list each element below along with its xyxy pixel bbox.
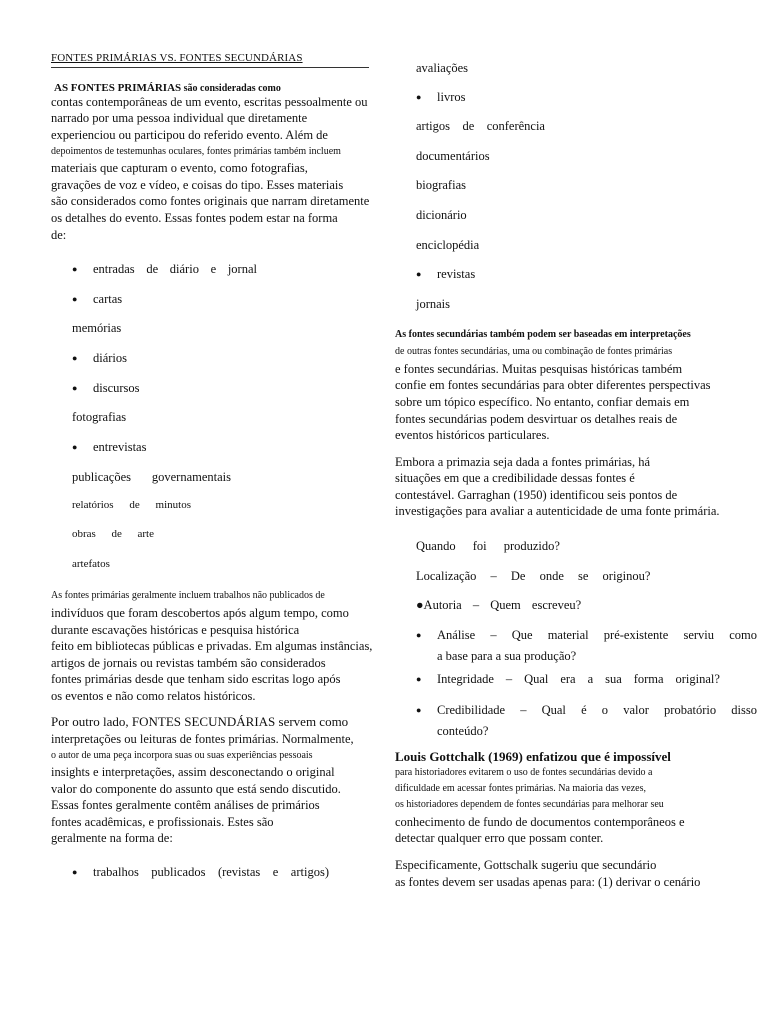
list-item: avaliações (416, 61, 469, 75)
q-word: é (581, 703, 587, 717)
q-word: ● Credibilidade (437, 703, 506, 717)
list-item (72, 471, 231, 484)
list-item: fotografias (72, 410, 127, 424)
para1-line: fontes secundárias podem desvirtuar os detalhes reais de (395, 412, 678, 426)
q-word: ● Análise (437, 628, 476, 642)
list-item: ● diários (93, 352, 127, 365)
para3-line: para historiadores evitarem o uso de fontes secundárias devido a (395, 767, 653, 778)
list-word: conferência (486, 119, 545, 133)
para3-line: interpretações ou leituras de fontes primárias. Normalmente, (51, 732, 354, 746)
para1-line: contas contemporâneas de um evento, escritas pessoalmente ou (51, 95, 368, 109)
list-word: e (210, 262, 217, 276)
q-word: ● Integridade (437, 672, 494, 686)
intro-line (54, 79, 281, 95)
para2-line: feito em bibliotecas públicas e privadas. Em algumas instâncias, (51, 639, 373, 653)
list-word: e (272, 865, 279, 879)
para1-line: são considerados como fontes originais que narram diretamente (51, 194, 370, 208)
list-item (72, 500, 191, 511)
para1-line: confie em fontes secundárias para obter diferentes perspectivas (395, 378, 711, 392)
question-credibility-cont: conteúdo? (437, 724, 489, 738)
question-credibility (437, 704, 757, 717)
para3-line: os historiadores dependem de fontes secundárias para melhorar seu (395, 799, 664, 810)
list-word: minutos (155, 499, 191, 511)
para1-line: gravações de voz e vídeo, e coisas do tipo. Esses materiais (51, 178, 344, 192)
title-divider (51, 67, 369, 68)
list-item: dicionário (416, 208, 467, 222)
list-item (416, 120, 545, 133)
intro-bold: AS FONTES PRIMÁRIAS (54, 82, 182, 94)
para1-line: de outras fontes secundárias, uma ou combinação de fontes primárias (395, 346, 673, 357)
para2-line: contestável. Garraghan (1950) identificou seis pontos de (395, 488, 678, 502)
question-location: Localização – De onde se originou? (416, 569, 651, 583)
list-word: publicados (151, 865, 206, 879)
para1-line: materiais que capturam o evento, como fotografias, (51, 161, 308, 175)
para2-line: fontes primárias desde que tenham sido escritas logo após (51, 672, 341, 686)
q-word: a (587, 672, 594, 686)
list-word: ● entradas (93, 262, 135, 276)
para3-line: Por outro lado, FONTES SECUNDÁRIAS servem como (51, 714, 349, 729)
list-word: artigos) (290, 865, 329, 879)
para1-line: narrado por uma pessoa individual que diretamente (51, 111, 308, 125)
para2-line: indivíduos que foram descobertos após algum tempo, como (51, 606, 349, 620)
document-title: FONTES PRIMÁRIAS VS. FONTES SECUNDÁRIAS (51, 52, 303, 64)
para3-line: geralmente na forma de: (51, 831, 173, 845)
list-word: relatórios (72, 499, 114, 511)
list-word: artigos (416, 119, 451, 133)
list-item (72, 529, 154, 540)
para1-line: e fontes secundárias. Muitas pesquisas históricas também (395, 362, 683, 376)
list-word: arte (137, 528, 154, 540)
para2-line: artigos de jornais ou revistas também são considerados (51, 656, 326, 670)
question-analysis (437, 629, 757, 642)
para4-line: as fontes devem ser usadas apenas para: (1) derivar o cenário (395, 875, 701, 889)
list-item: biografias (416, 178, 466, 192)
question-when: Quando foi produzido? (416, 539, 560, 553)
q-word: Que (511, 628, 533, 642)
q-word: sua (605, 672, 622, 686)
q-word: Qual (541, 703, 566, 717)
list-item: documentários (416, 149, 490, 163)
q-word: valor (623, 703, 649, 717)
para3-line: Essas fontes geralmente contêm análises de primários (51, 798, 320, 812)
q-word: original? (675, 672, 720, 686)
para2-line: investigações para avaliar a autenticidade de uma fonte primária. (395, 504, 720, 518)
question-analysis-cont: a base para a sua produção? (437, 649, 577, 663)
q-word: Qual (524, 672, 549, 686)
list-item: ● entrevistas (93, 441, 146, 454)
para1-line: os detalhes do evento. Essas fontes podem estar na forma (51, 211, 338, 225)
para2-line: situações em que a credibilidade dessas fontes é (395, 471, 635, 485)
list-item (93, 866, 329, 879)
q-word: – (520, 703, 527, 717)
q-word: serviu (683, 628, 715, 642)
para2-line: durante escavações históricas e pesquisa histórica (51, 623, 300, 637)
list-word: governamentais (151, 470, 231, 484)
q-word: probatório (664, 703, 717, 717)
para2-line: As fontes primárias geralmente incluem trabalhos não publicados de (51, 590, 325, 601)
list-item: ● revistas (437, 268, 475, 281)
list-item: enciclopédia (416, 238, 480, 252)
para3-line: o autor de uma peça incorpora suas ou suas experiências pessoais (51, 750, 313, 761)
para4-line: Especificamente, Gottschalk sugeriu que secundário (395, 858, 657, 872)
list-word: jornal (227, 262, 257, 276)
list-word: de (146, 262, 159, 276)
list-item: ● cartas (93, 293, 122, 306)
para3-line: insights e interpretações, assim desconectando o original (51, 765, 335, 779)
question-authorship: ●Autoria – Quem escreveu? (416, 598, 582, 612)
list-item: ● livros (437, 91, 465, 104)
list-word: diário (169, 262, 199, 276)
para3-line: conhecimento de fundo de documentos contemporâneos e (395, 815, 685, 829)
list-item: jornais (416, 297, 451, 311)
para3-line: valor do componente do assunto que está sendo discutido. (51, 782, 341, 796)
q-word: forma (633, 672, 664, 686)
para1-line: experienciou ou participou do referido evento. Além de (51, 128, 328, 142)
q-word: o (601, 703, 609, 717)
list-word: ● trabalhos (93, 865, 139, 879)
list-item: memórias (72, 321, 122, 335)
para1-line: eventos históricos particulares. (395, 428, 550, 442)
question-integrity (437, 673, 720, 686)
para2-line: Embora a primazia seja dada a fontes primárias, há (395, 455, 651, 469)
q-word: como (729, 628, 757, 642)
para3-bold-line: Louis Gottchalk (1969) enfatizou que é impossível (395, 749, 671, 764)
list-item: artefatos (72, 558, 110, 570)
list-item (93, 263, 257, 276)
q-word: era (560, 672, 576, 686)
list-word: publicações (72, 470, 132, 484)
q-word: – (490, 628, 497, 642)
q-word: pré-existente (603, 628, 669, 642)
list-word: de (111, 528, 122, 540)
list-item: ● discursos (93, 382, 140, 395)
q-word: – (505, 672, 513, 686)
q-word: material (547, 628, 589, 642)
intro-small: são consideradas como (181, 83, 281, 94)
list-word: obras (72, 528, 96, 540)
list-word: de (462, 119, 475, 133)
para3-line: detectar qualquer erro que possam conter. (395, 831, 604, 845)
para3-line: dificuldade em acessar fontes primárias. Na maioria das vezes, (395, 783, 647, 794)
list-word: (revistas (217, 865, 261, 879)
para1-line: de: (51, 228, 67, 242)
q-word: disso (731, 703, 757, 717)
para2-line: os eventos e não como relatos históricos. (51, 689, 256, 703)
para1-line: depoimentos de testemunhas oculares, fontes primárias também incluem (51, 146, 341, 157)
para1-bold-line: As fontes secundárias também podem ser baseadas em interpretações (395, 329, 691, 340)
para3-line: fontes acadêmicas, e profissionais. Estes são (51, 815, 274, 829)
para1-line: sobre um tópico específico. No entanto, confiar demais em (395, 395, 690, 409)
list-word: de (129, 499, 140, 511)
